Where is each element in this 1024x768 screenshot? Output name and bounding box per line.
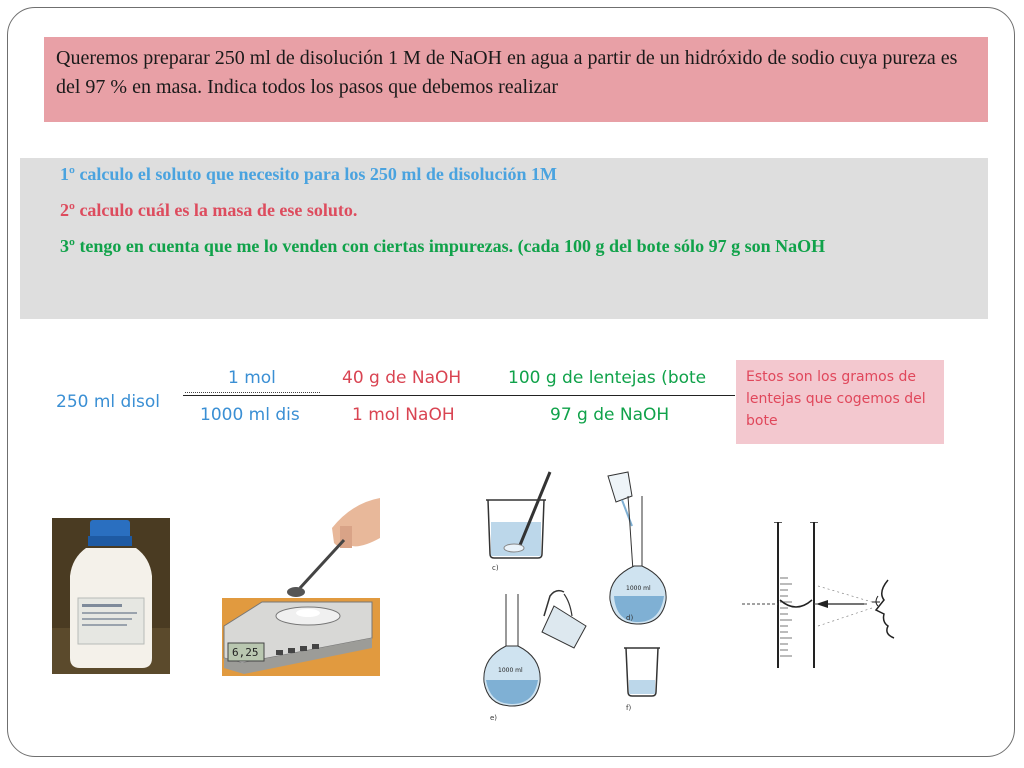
meniscus-reading-image [738,522,908,672]
factor1-denominator: 1000 ml dis [200,405,300,425]
fraction-line [183,395,735,396]
step-3: 3º tengo en cuenta que me lo venden con ciertas impurezas. (cada 100 g del bote sólo 97 g son NaOH [60,236,826,256]
problem-statement [44,37,988,122]
steps-panel [20,158,988,319]
label-f: f) [626,704,632,712]
note-text: Estos son los gramos de lentejas que cogemos del bote [746,369,926,429]
flask-d-label: 1000 ml [626,585,651,592]
dissolution-procedure-image [476,466,716,728]
calc-start: 250 ml disol [56,392,161,412]
reagent-bottle-image [52,518,170,674]
small-beaker [624,648,660,696]
step-2: 2º calculo cuál es la masa de ese soluto. [60,200,358,220]
problem-text: Queremos preparar 250 ml de disolución 1 M de NaOH en agua a partir de un hidróxido de sodio cuya pureza es del 97 % en masa. Indica todos los pasos que debemos realizar [56,47,958,98]
flask-pouring [608,472,666,624]
step-1: 1º calculo el soluto que necesito para los 250 ml de disolución 1M [60,164,557,184]
label-c: c) [492,564,499,572]
factor2-denominator: 1 mol NaOH [352,405,455,425]
flask-e-label: 1000 ml [498,667,523,674]
flask-wash-bottle [484,591,586,706]
label-e: e) [490,714,498,722]
scale-display: 6,25 [232,646,259,659]
note-box [736,360,944,444]
factor2-numerator: 40 g de NaOH [342,368,462,388]
factor3-numerator: 100 g de lentejas (bote [508,368,707,388]
label-d: d) [626,614,634,622]
balance-weighing-image [222,498,380,676]
factor3-denominator: 97 g de NaOH [550,405,670,425]
beaker-stirring [486,472,550,558]
factor1-numerator: 1 mol [228,368,276,388]
